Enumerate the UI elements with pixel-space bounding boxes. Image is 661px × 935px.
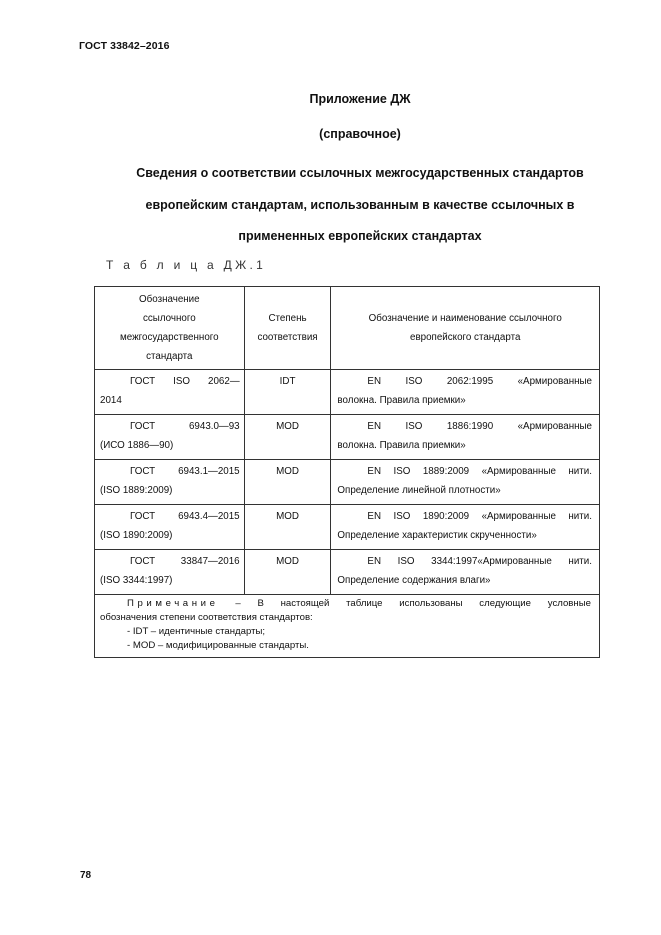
european-standard-cell: EN ISO 1889:2009 «Армированные нити. Определение линейной плотности» bbox=[331, 460, 600, 505]
degree-cell: MOD bbox=[244, 550, 331, 595]
appendix-title: Приложение ДЖ bbox=[309, 92, 411, 106]
header-text: Степень bbox=[268, 313, 307, 324]
note-item-mod: - MOD – модифицированные стандарты. bbox=[127, 640, 309, 651]
note-item-idt: - IDT – идентичные стандарты; bbox=[127, 626, 266, 637]
header-text: европейского стандарта bbox=[410, 332, 521, 343]
interstate-standard-cell: ГОСТ 6943.0—93 (ИСО 1886—90) bbox=[95, 415, 245, 460]
european-standard-cell: EN ISO 2062:1995 «Армированные волокна. Правила приемки» bbox=[331, 370, 600, 415]
interstate-standard-cell: ГОСТ 6943.4—2015 (ISO 1890:2009) bbox=[95, 505, 245, 550]
header-cell-european-standard bbox=[331, 287, 600, 370]
table-row bbox=[95, 415, 600, 460]
interstate-standard-cell: ГОСТ 33847—2016 (ISO 3344:1997) bbox=[95, 550, 245, 595]
table-row bbox=[95, 505, 600, 550]
european-standard-cell: EN ISO 3344:1997«Армированные нити. Определение содержания влаги» bbox=[331, 550, 600, 595]
european-standard-cell: EN ISO 1890:2009 «Армированные нити. Определение характеристик скрученности» bbox=[331, 505, 600, 550]
header-text: межгосударственного bbox=[120, 332, 219, 343]
european-standard-cell: EN ISO 1886:1990 «Армированные волокна. Правила приемки» bbox=[331, 415, 600, 460]
interstate-standard-cell: ГОСТ 6943.1—2015 (ISO 1889:2009) bbox=[95, 460, 245, 505]
table-row bbox=[95, 370, 600, 415]
appendix-heading-line-1: Сведения о соответствии ссылочных межгосударственных стандартов bbox=[136, 166, 584, 180]
interstate-standard-cell: ГОСТ ISO 2062— 2014 bbox=[95, 370, 245, 415]
table-row bbox=[95, 550, 600, 595]
degree-cell: MOD bbox=[244, 460, 331, 505]
header-text: соответствия bbox=[257, 332, 318, 343]
degree-cell: MOD bbox=[244, 415, 331, 460]
table-header-row bbox=[95, 287, 600, 370]
appendix-type: (справочное) bbox=[319, 127, 401, 141]
table-note: Примечание – В настоящей таблице использованы следующие условные обозначения степени соответствия стандартов: - IDT – идентичные стандарты; - MOD – модифицированные стандарты. bbox=[95, 595, 600, 658]
table-note-row bbox=[95, 595, 600, 658]
table-caption: Т а б л и ц а ДЖ.1 bbox=[106, 258, 267, 272]
header-cell-degree bbox=[244, 287, 331, 370]
header-text: стандарта bbox=[146, 351, 193, 362]
correspondence-table bbox=[94, 286, 600, 658]
page-number: 78 bbox=[80, 870, 92, 881]
header-text: Обозначение и наименование ссылочного bbox=[368, 313, 562, 324]
header-cell-interstate-standard bbox=[95, 287, 245, 370]
degree-cell: MOD bbox=[244, 505, 331, 550]
table-row bbox=[95, 460, 600, 505]
note-line-2: обозначения степени соответствия стандартов: bbox=[100, 612, 313, 623]
degree-cell: IDT bbox=[244, 370, 331, 415]
note-label: Примечание bbox=[127, 598, 219, 609]
appendix-heading-line-2: европейским стандартам, использованным в качестве ссылочных в bbox=[145, 198, 575, 212]
header-text: Обозначение bbox=[139, 294, 200, 305]
standard-header: ГОСТ 33842–2016 bbox=[79, 40, 170, 52]
appendix-heading-line-3: примененных европейских стандартах bbox=[238, 229, 482, 243]
header-text: ссылочного bbox=[142, 313, 196, 324]
